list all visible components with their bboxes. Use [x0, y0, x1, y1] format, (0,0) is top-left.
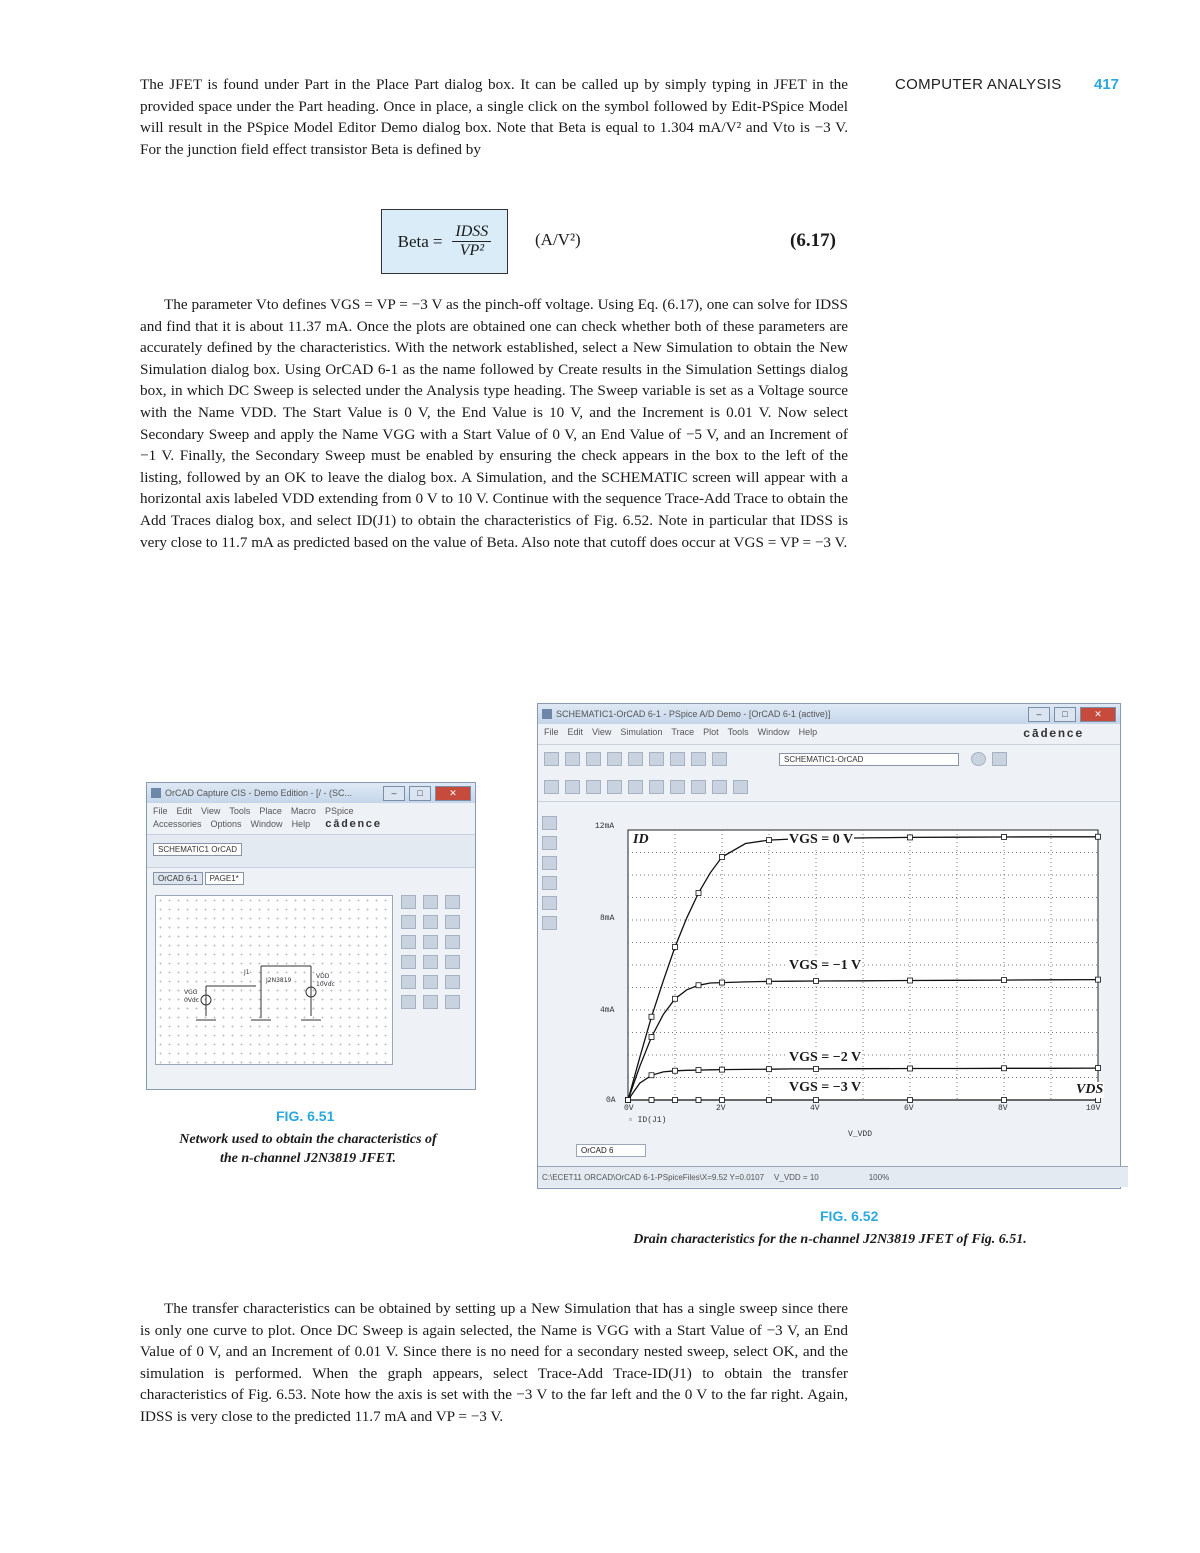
series-marker-2 — [673, 1068, 678, 1073]
x-tick-0v: 0V — [624, 1104, 634, 1113]
series-marker-2 — [814, 1066, 819, 1071]
new-icon[interactable] — [544, 752, 559, 766]
drain-characteristics-plot[interactable] — [628, 830, 1098, 1100]
equation-units: (A/V²) — [535, 230, 581, 249]
probe-menu-tools[interactable]: Tools — [727, 727, 749, 737]
trace-legend[interactable]: ▫ ID(J1) — [628, 1116, 667, 1125]
capture-titlebar — [147, 783, 475, 803]
probe-app-icon — [542, 709, 552, 719]
paragraph-2: The parameter Vto defines VGS = VP = −3 V as the pinch-off voltage. Using Eq. (6.17), one can solve for IDSS and find that it is about 11.37 mA. Once the plots are obtained one can check whether both of these parameters are accurately defined by the characteristics. With the network established, select a New Simulation to obtain the New Simulation dialog box. Using OrCAD 6-1 as the name followed by Create results in the Simulation Settings dialog box, in which DC Sweep is selected under the Analysis type heading. The Sweep variable is set as a Voltage source with the Name VDD. The Start Value is 0 V, the End Value is 10 V, and the Increment is 0.01 V. Now select Secondary Sweep and apply the Name VGG with a Start Value of 0 V, an End Value of −5 V, and an Increment of −1 V. Finally, the Secondary Sweep must be enabled by ensuring the check appears in the box to the left of the listing, followed by an OK to leave the dialog box. A Simulation, and the SCHEMATIC screen will appear with a horizontal axis labeled VDD extending from 0 V to 10 V. Continue with the sequence Trace-Add Trace to obtain the Add Traces dialog box, and select ID(J1) to obtain the characteristics of Fig. 6.52. Note in particular that IDSS is very close to 11.7 mA as predicted based on the value of Beta. Also note that cutoff does occur at VGS = VP = −3 V. — [140, 296, 848, 551]
side-tool-5-icon[interactable] — [542, 896, 557, 910]
probe-menu-simulation[interactable]: Simulation — [620, 727, 663, 737]
palette-polyline-tool[interactable] — [423, 995, 438, 1009]
series-marker-1 — [908, 978, 913, 983]
fig-6-52-label: FIG. 6.52 — [820, 1208, 879, 1224]
probe-toolbar-2 — [538, 773, 1120, 802]
add-trace-icon[interactable] — [670, 780, 685, 794]
zoom-fit-icon[interactable] — [607, 780, 622, 794]
series-marker-0 — [720, 855, 725, 860]
capture-tabs — [147, 868, 475, 885]
palette-line-tool[interactable] — [401, 975, 416, 989]
x-tick-4v: 4V — [810, 1104, 820, 1113]
series-marker-2 — [908, 1066, 913, 1071]
series-marker-3 — [720, 1098, 725, 1103]
series-marker-0 — [696, 891, 701, 896]
menu-macro[interactable]: Macro — [290, 806, 316, 816]
x-tick-8v: 8V — [998, 1104, 1008, 1113]
series-marker-2 — [696, 1068, 701, 1073]
series-marker-1 — [649, 1035, 654, 1040]
status-variable: V_VDD = 10 — [774, 1172, 819, 1182]
palette-part-tool[interactable] — [423, 895, 438, 909]
log-x-icon[interactable] — [628, 780, 643, 794]
probe-menu-help[interactable]: Help — [798, 727, 818, 737]
paste-icon[interactable] — [670, 752, 685, 766]
side-tool-6-icon[interactable] — [542, 916, 557, 930]
maximize-button[interactable]: □ — [409, 786, 431, 801]
side-tool-4-icon[interactable] — [542, 876, 557, 890]
cadence-logo: cādence — [325, 819, 382, 831]
y-axis-symbol: ID — [633, 832, 649, 847]
equation-box: Beta = $\frac{\text{IDSS}}{\text{VP²}}$ — [381, 209, 508, 274]
series-marker-0 — [908, 835, 913, 840]
tab-orcad-6-1[interactable]: OrCAD 6-1 — [153, 872, 203, 885]
series-marker-2 — [1002, 1066, 1007, 1071]
menu-place[interactable]: Place — [259, 806, 282, 816]
series-marker-0 — [767, 838, 772, 843]
status-path: C:\ECET11 ORCAD\OrCAD 6-1-PSpiceFiles\X=9.52 Y=0.0107 — [542, 1172, 765, 1182]
probe-close-button[interactable]: ✕ — [1080, 707, 1116, 722]
x-tick-10v: 10V — [1086, 1104, 1101, 1113]
probe-toolbar-1 — [538, 744, 1120, 773]
design-combo[interactable]: SCHEMATIC1 OrCAD — [153, 843, 242, 856]
curve-label-vgs-minus1: VGS = −1 V — [789, 958, 862, 973]
series-marker-2 — [1096, 1066, 1101, 1071]
part-jfet-label: J2N3819 — [266, 977, 292, 984]
series-marker-2 — [767, 1067, 772, 1072]
save-icon[interactable] — [586, 752, 601, 766]
series-marker-3 — [908, 1098, 913, 1103]
schematic-canvas[interactable] — [155, 895, 393, 1065]
probe-menu-window[interactable]: Window — [757, 727, 790, 737]
part-vgg-label: VGG — [184, 989, 198, 996]
y-tick-4ma: 4mA — [600, 1006, 615, 1015]
run-icon[interactable] — [971, 752, 986, 766]
running-header-title: COMPUTER ANALYSIS — [895, 76, 1062, 93]
series-marker-0 — [673, 945, 678, 950]
series-marker-1 — [720, 980, 725, 985]
part-vgg-value: 0Vdc — [184, 997, 200, 1004]
series-marker-1 — [696, 983, 701, 988]
capture-menubar-1 — [147, 803, 475, 819]
page-number: 417 — [1094, 76, 1120, 93]
print-icon[interactable] — [607, 752, 622, 766]
menu-help[interactable]: Help — [291, 819, 311, 829]
series-marker-3 — [1096, 1098, 1101, 1103]
zoom-in-icon[interactable] — [544, 780, 559, 794]
probe-title: SCHEMATIC1-OrCAD 6-1 - PSpice A/D Demo - [OrCAD 6-1 (active)] — [556, 709, 831, 719]
x-tick-6v: 6V — [904, 1104, 914, 1113]
paragraph-3: The transfer characteristics can be obtained by setting up a New Simulation that has a single sweep since there is only one curve to plot. Once DC Sweep is again selected, the Name is VGG with a Start Value of −3 V, an End Value of 0 V, and an Increment of 0.01 V. Since there is no need for a secondary nested sweep, select OK, and the simulation is performed. When the graph appears, select Trace-Add Trace-ID(J1) to obtain the transfer characteristics of Fig. 6.53. Note how the axis is set with the −3 V to the far left and the 0 V to the far right. Again, IDSS is very close to the predicted 11.7 mA and VP = −3 V. — [140, 1300, 848, 1425]
fig-6-51-label: FIG. 6.51 — [276, 1108, 335, 1124]
equation-fraction — [452, 223, 491, 260]
palette-bus-tool[interactable] — [401, 915, 416, 929]
palette-power-tool[interactable] — [401, 935, 416, 949]
palette-ellipse-tool[interactable] — [445, 975, 460, 989]
probe-titlebar — [538, 704, 1120, 724]
part-j1-label: J1 — [244, 969, 250, 976]
side-tool-3-icon[interactable] — [542, 856, 557, 870]
zoom-out-icon[interactable] — [565, 780, 580, 794]
cut-icon[interactable] — [628, 752, 643, 766]
series-marker-0 — [649, 1014, 654, 1019]
probe-menu-edit[interactable]: Edit — [567, 727, 584, 737]
probe-statusbar — [538, 1166, 1128, 1187]
x-axis-symbol: VDS — [1076, 1082, 1104, 1097]
menu-accessories[interactable]: Accessories — [153, 819, 202, 829]
capture-palette — [401, 895, 467, 1075]
fig-6-51-caption-line2: the n-channel J2N3819 JFET. — [219, 1151, 397, 1166]
palette-text-tool[interactable] — [445, 995, 460, 1009]
close-button[interactable]: ✕ — [435, 786, 471, 801]
probe-cadence-logo: cādence — [1023, 727, 1084, 741]
probe-maximize-button[interactable]: □ — [1054, 707, 1076, 722]
y-tick-12ma: 12mA — [595, 822, 615, 831]
capture-window — [146, 782, 476, 1090]
probe-minimize-button[interactable]: – — [1028, 707, 1050, 722]
equation-numerator: IDSS — [452, 223, 491, 242]
open-icon[interactable] — [565, 752, 580, 766]
fig-6-51-caption — [140, 1130, 476, 1168]
menu-pspice[interactable]: PSpice — [324, 806, 354, 816]
equation-lhs: Beta — [397, 231, 429, 251]
palette-ground-tool[interactable] — [423, 935, 438, 949]
probe-menubar — [538, 724, 1120, 744]
probe-tab[interactable]: OrCAD 6 — [576, 1144, 646, 1157]
status-zoom: 100% — [868, 1172, 890, 1182]
menu-view[interactable]: View — [201, 806, 221, 816]
probe-side-toolbar — [542, 816, 564, 936]
capture-menubar-2 — [147, 819, 475, 834]
curve-label-vgs-0: VGS = 0 V — [789, 832, 854, 847]
undo-icon[interactable] — [691, 752, 706, 766]
minimize-button[interactable]: – — [383, 786, 405, 801]
x-axis-name: V_VDD — [848, 1130, 873, 1139]
part-vdd-value: 10Vdc — [316, 981, 335, 988]
palette-offpage-tool[interactable] — [445, 935, 460, 949]
series-marker-1 — [814, 978, 819, 983]
probe-profile-combo[interactable]: SCHEMATIC1-OrCAD — [779, 753, 959, 766]
series-marker-3 — [696, 1098, 701, 1103]
capture-toolbar — [147, 834, 475, 868]
palette-junction-tool[interactable] — [423, 915, 438, 929]
probe-menu-file[interactable]: File — [544, 727, 559, 737]
paragraph-1: The JFET is found under Part in the Place Part dialog box. It can be called up by simply typing in JFET in the provided space under the Part heading. Once in place, a single click on the symbol followed by Edit-PSpice Model will result in the PSpice Model Editor Demo dialog box. Note that Beta is equal to 1.304 mA/V² and Vto is −3 V. For the junction field effect transistor Beta is defined by — [140, 76, 848, 158]
mark-label-icon[interactable] — [733, 780, 748, 794]
fig-6-52-caption: Drain characteristics for the n-channel J2N3819 JFET of Fig. 6.51. — [633, 1232, 1027, 1247]
capture-title: OrCAD Capture CIS - Demo Edition - [/ - (SC... — [165, 788, 353, 798]
series-marker-1 — [767, 979, 772, 984]
redo-icon[interactable] — [712, 752, 727, 766]
side-tool-2-icon[interactable] — [542, 836, 557, 850]
palette-rect-tool[interactable] — [423, 975, 438, 989]
y-tick-8ma: 8mA — [600, 914, 615, 923]
curve-label-vgs-minus3: VGS = −3 V — [789, 1080, 862, 1095]
series-marker-3 — [814, 1098, 819, 1103]
series-marker-1 — [1096, 977, 1101, 982]
fourier-icon[interactable] — [649, 780, 664, 794]
capture-app-icon — [151, 788, 161, 798]
menu-options[interactable]: Options — [210, 819, 242, 829]
cursor-icon[interactable] — [712, 780, 727, 794]
series-marker-1 — [673, 996, 678, 1001]
palette-noconnect-tool[interactable] — [445, 955, 460, 969]
x-tick-2v: 2V — [716, 1104, 726, 1113]
fig-6-51-caption-line1: Network used to obtain the characteristics of — [179, 1132, 437, 1147]
equation-number: (6.17) — [790, 230, 836, 251]
menu-file[interactable]: File — [153, 806, 168, 816]
side-tool-1-icon[interactable] — [542, 816, 557, 830]
series-marker-0 — [1096, 834, 1101, 839]
tab-page1[interactable]: PAGE1* — [205, 872, 244, 885]
series-marker-3 — [649, 1098, 654, 1103]
palette-wire-tool[interactable] — [445, 895, 460, 909]
menu-edit[interactable]: Edit — [176, 806, 193, 816]
pause-icon[interactable] — [992, 752, 1007, 766]
eval-measurement-icon[interactable] — [691, 780, 706, 794]
zoom-area-icon[interactable] — [586, 780, 601, 794]
series-marker-2 — [649, 1073, 654, 1078]
palette-arc-tool[interactable] — [401, 995, 416, 1009]
curve-label-vgs-minus2: VGS = −2 V — [789, 1050, 862, 1065]
palette-net-alias-tool[interactable] — [445, 915, 460, 929]
series-marker-0 — [1002, 834, 1007, 839]
palette-select-tool[interactable] — [401, 895, 416, 909]
probe-menu-trace[interactable]: Trace — [671, 727, 695, 737]
palette-hier-tool[interactable] — [401, 955, 416, 969]
series-marker-3 — [1002, 1098, 1007, 1103]
probe-menu-view[interactable]: View — [592, 727, 612, 737]
probe-menu-plot[interactable]: Plot — [703, 727, 719, 737]
equation-denominator: VP² — [459, 242, 485, 259]
menu-tools[interactable]: Tools — [229, 806, 251, 816]
palette-pin-tool[interactable] — [423, 955, 438, 969]
series-marker-1 — [1002, 978, 1007, 983]
schematic-wires — [156, 896, 392, 1064]
y-tick-0a: 0A — [606, 1096, 616, 1105]
series-marker-3 — [767, 1098, 772, 1103]
series-marker-3 — [626, 1098, 631, 1103]
menu-window[interactable]: Window — [250, 819, 283, 829]
part-vdd-label: VDD — [316, 973, 330, 980]
copy-icon[interactable] — [649, 752, 664, 766]
series-marker-3 — [673, 1098, 678, 1103]
series-marker-2 — [720, 1067, 725, 1072]
